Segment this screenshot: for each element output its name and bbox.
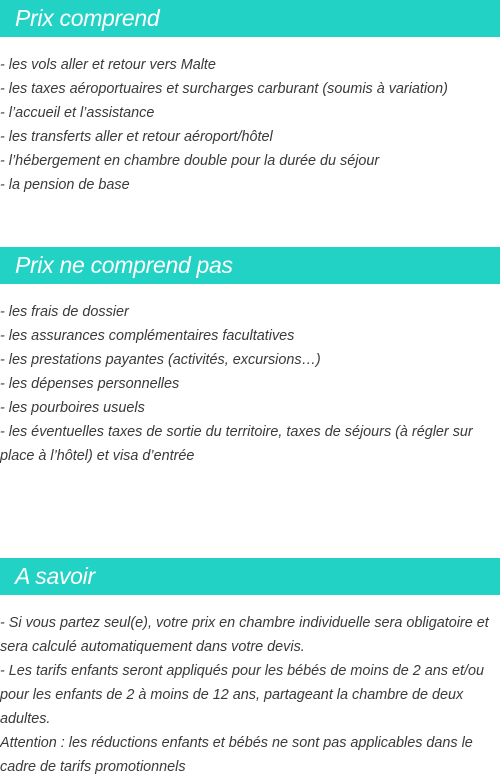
info-paragraph-attention: Attention : les réductions enfants et bébés ne sont pas applicables dans le cadre de tarifs promotionnels (0, 735, 473, 775)
excluded-list (0, 300, 500, 468)
list-item: - les prestations payantes (activités, excursions…) (0, 352, 321, 368)
section-title-prix-comprend: Prix comprend (0, 0, 500, 37)
info-paragraph-children: - Les tarifs enfants seront appliqués pour les bébés de moins de 2 ans et/ou pour les enfants de 2 à moins de 12 ans, partageant la chambre de deux adultes. (0, 663, 484, 727)
list-item: - les assurances complémentaires facultatives (0, 328, 295, 344)
list-item: - l’hébergement en chambre double pour la durée du séjour (0, 153, 380, 169)
list-item: - les éventuelles taxes de sortie du territoire, taxes de séjours (à régler sur place à l’hôtel) et visa d’entrée (0, 424, 473, 464)
list-item: - les transferts aller et retour aéroport/hôtel (0, 129, 273, 145)
section-title-a-savoir: A savoir (0, 558, 500, 595)
list-item: - les taxes aéroportuaires et surcharges carburant (soumis à variation) (0, 81, 448, 97)
info-paragraph-single: - Si vous partez seul(e), votre prix en chambre individuelle sera obligatoire et sera calculé automatiquement dans votre devis. (0, 615, 489, 655)
list-item: - les vols aller et retour vers Malte (0, 57, 216, 73)
list-item: - la pension de base (0, 177, 130, 193)
list-item: - les frais de dossier (0, 304, 129, 320)
section-title-prix-ne-comprend-pas: Prix ne comprend pas (0, 247, 500, 284)
list-item: - les pourboires usuels (0, 400, 145, 416)
list-item: - les dépenses personnelles (0, 376, 180, 392)
list-item: - l’accueil et l’assistance (0, 105, 155, 121)
included-list (0, 53, 500, 197)
info-block (0, 611, 500, 779)
